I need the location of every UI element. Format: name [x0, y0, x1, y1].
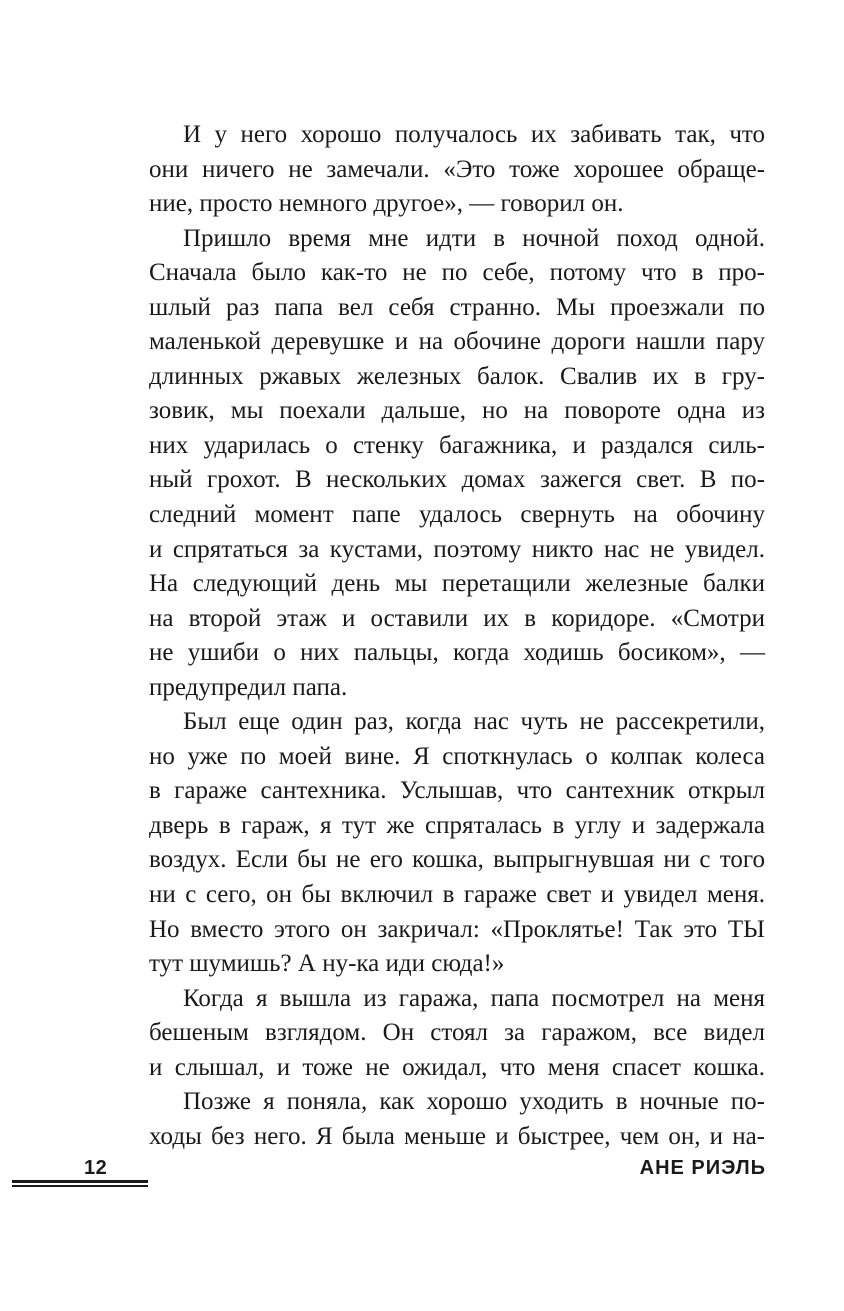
paragraph	[149, 705, 765, 981]
text-line: длинных ржавых железных балок. Свалив их в гру-	[149, 362, 765, 390]
text-line: ни с сего, он бы включил в гараже свет и увидел меня.	[149, 881, 765, 909]
text-line: И у него хорошо получалось их забивать так, что	[183, 121, 765, 148]
text-line: в гараже сантехника. Услышав, что сантехник открыл	[149, 777, 765, 805]
folio-rule-thin	[12, 1185, 148, 1187]
paragraph	[149, 222, 765, 706]
text-line: они ничего не замечали. «Это тоже хорошее обраще-	[149, 155, 765, 183]
text-line: но уже по моей вине. Я споткнулась о колпак колеса	[149, 742, 765, 770]
paragraph	[149, 118, 765, 222]
text-line: Пришло время мне идти в ночной поход одной.	[183, 224, 765, 252]
running-head-author: АНЕ РИЭЛЬ	[639, 1157, 766, 1179]
text-line: следний момент папе удалось свернуть на обочину	[149, 501, 765, 529]
text-line: не ушиби о них пальцы, когда ходишь босиком», —	[149, 639, 765, 667]
text-line: ходы без него. Я была меньше и быстрее, чем он, и на-	[149, 1122, 765, 1150]
text-line: бешеным взглядом. Он стоял за гаражом, все видел	[149, 1019, 765, 1047]
text-line: Сначала было как-то не по себе, потому что в про-	[149, 259, 765, 287]
text-line: предупредил папа.	[149, 673, 348, 701]
folio-rule	[12, 1180, 148, 1183]
page-number: 12	[84, 1157, 108, 1179]
text-line: и спрятаться за кустами, поэтому никто нас не увидел.	[149, 535, 765, 563]
text-line: Но вместо этого он закричал: «Проклятье! Так это ТЫ	[149, 915, 765, 943]
text-line: дверь в гараж, я тут же спряталась в углу и задержала	[149, 811, 765, 839]
text-line: ный грохот. В нескольких домах зажегся свет. В по-	[149, 466, 765, 494]
text-line: и слышал, и тоже не ожидал, что меня спасет кошка.	[149, 1053, 765, 1081]
text-line: них ударилась о стенку багажника, и раздался силь-	[149, 431, 765, 459]
text-line: воздух. Если бы не его кошка, выпрыгнувшая ни с того	[149, 846, 765, 874]
text-line: шлый раз папа вел себя странно. Мы проезжали по	[149, 293, 765, 321]
text-line: Когда я вышла из гаража, папа посмотрел на меня	[183, 984, 765, 1012]
paragraph	[149, 982, 765, 1086]
text-line: ние, просто немного другое», — говорил он.	[149, 190, 624, 218]
page-footer	[0, 1150, 844, 1200]
text-line: На следующий день мы перетащили железные балки	[149, 570, 765, 598]
text-line: Позже я поняла, как хорошо уходить в ночные по-	[183, 1088, 765, 1116]
paragraph	[149, 1085, 765, 1154]
text-line: тут шумишь? А ну-ка иди сюда!»	[149, 950, 505, 978]
text-line: на второй этаж и оставили их в коридоре. «Смотри	[149, 604, 765, 632]
text-line: зовик, мы поехали дальше, но на повороте одна из	[149, 397, 765, 425]
text-line: Был еще один раз, когда нас чуть не рассекретили,	[183, 708, 765, 736]
text-line: маленькой деревушке и на обочине дороги нашли пару	[149, 328, 765, 356]
page-body	[149, 118, 765, 1154]
